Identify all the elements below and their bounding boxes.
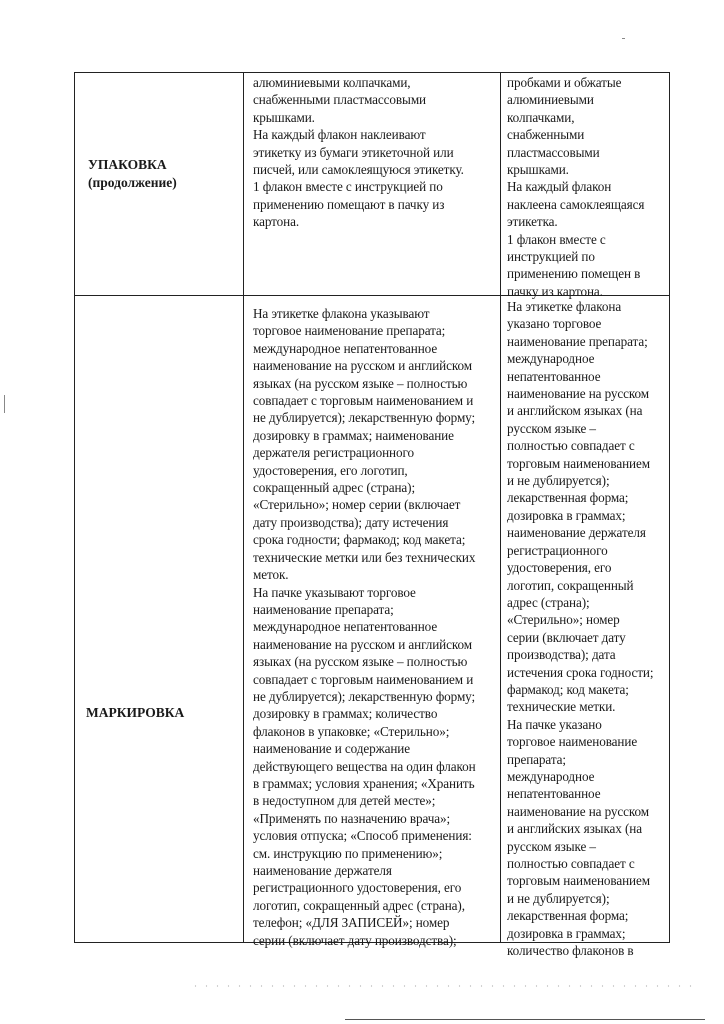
- text-line: флаконов в упаковке; «Стерильно»;: [253, 723, 450, 739]
- text-line: непатентованное: [507, 368, 601, 384]
- text-line: 1 флакон вместе с инструкцией по: [253, 179, 443, 195]
- text-line: телефон; «ДЛЯ ЗАПИСЕЙ»; номер: [253, 915, 450, 931]
- text-line: наименование на русском и английском: [253, 636, 473, 652]
- text-line: серии (включает дату: [507, 629, 626, 645]
- text-line: совпадает с торговым наименованием и: [253, 671, 474, 687]
- text-line: снабженными пластмассовыми: [253, 92, 427, 108]
- text-line: указано торговое: [507, 316, 602, 332]
- footer-dotted-line: [190, 983, 700, 989]
- column-divider-2: [500, 72, 501, 943]
- text-line: наименование на русском: [507, 386, 650, 402]
- scan-mark: [622, 38, 625, 39]
- text-line: действующего вещества на один флакон: [253, 758, 476, 774]
- text-line: пачку из картона.: [507, 283, 603, 299]
- bottom-scan-line: [345, 1019, 705, 1020]
- text-line: языках (на русском языке – полностью: [253, 654, 468, 670]
- text-line: международное: [507, 351, 595, 367]
- text-line: удостоверения, его: [507, 560, 612, 576]
- text-line: дозировка в граммах;: [507, 925, 626, 941]
- text-line: На этикетке флакона: [507, 299, 622, 314]
- text-line: полностью совпадает с: [507, 438, 635, 454]
- text-line: держателя регистрационного: [253, 445, 414, 461]
- text-line: картона.: [253, 214, 300, 230]
- text-line: меток.: [253, 567, 289, 583]
- text-line: препарата;: [507, 751, 566, 767]
- text-line: технические метки.: [507, 699, 616, 715]
- text-line: наклеена самоклеящаяся: [507, 196, 645, 212]
- text-line: см. инструкцию по применению»;: [253, 845, 443, 861]
- text-line: 1 флакон вместе с: [507, 231, 606, 247]
- text-line: наименование держателя: [507, 525, 646, 541]
- text-line: серии (включает дату производства);: [253, 932, 457, 948]
- text-line: языках (на русском языке – полностью: [253, 375, 468, 391]
- table-top-border: [74, 72, 670, 73]
- text-line: писчей, или самоклеящуюся этикетку.: [253, 162, 464, 178]
- column-divider-1: [243, 72, 244, 943]
- text-line: русском языке –: [507, 420, 596, 436]
- text-line: пластмассовыми: [507, 144, 600, 160]
- text-line: сокращенный адрес (страна);: [253, 480, 416, 496]
- text-line: международное: [507, 768, 595, 784]
- marking-title: МАРКИРОВКА: [86, 705, 185, 720]
- table-left-border: [74, 72, 75, 943]
- text-line: применению помещают в пачку из: [253, 196, 445, 212]
- packaging-label: [88, 156, 177, 192]
- marking-column-b: [507, 298, 667, 959]
- text-line: условия отпуска; «Способ применения:: [253, 828, 472, 844]
- text-line: наименование и содержание: [253, 741, 410, 757]
- text-line: торговым наименованием: [507, 873, 651, 889]
- text-line: этикетку из бумаги этикеточной или: [253, 144, 454, 160]
- text-line: в недоступном для детей месте»;: [253, 793, 436, 809]
- text-line: снабженными: [507, 127, 585, 143]
- marking-label: [86, 704, 184, 722]
- text-line: дату производства); дату истечения: [253, 514, 449, 530]
- scan-mark: [4, 395, 5, 413]
- text-line: наименование на русском и английском: [253, 358, 473, 374]
- text-line: наименование держателя: [253, 863, 392, 878]
- text-line: и не дублируется);: [507, 473, 610, 489]
- text-line: адрес (страна);: [507, 594, 590, 610]
- packaging-subtitle: (продолжение): [88, 175, 177, 190]
- text-line: крышками.: [253, 109, 315, 125]
- text-line: наименование препарата;: [253, 601, 394, 617]
- text-line: удостоверения, его логотип,: [253, 462, 408, 478]
- text-line: срока годности; фармакод; код макета;: [253, 532, 466, 548]
- text-line: и английских языках (на: [507, 821, 642, 837]
- text-line: логотип, сокращенный адрес (страна),: [253, 897, 465, 913]
- text-line: На пачке указывают торговое: [253, 584, 416, 600]
- text-line: алюминиевыми: [507, 92, 594, 108]
- text-line: колпачками,: [507, 109, 575, 125]
- text-line: На каждый флакон наклеивают: [253, 127, 426, 143]
- packaging-column-b: [507, 74, 667, 300]
- text-line: инструкцией по: [507, 249, 595, 265]
- text-line: совпадает с торговым наименованием и: [253, 393, 474, 409]
- text-line: не дублируется); лекарственную форму;: [253, 410, 476, 426]
- text-line: лекарственная форма;: [507, 490, 629, 506]
- text-line: в граммах; условия хранения; «Хранить: [253, 775, 475, 791]
- text-line: торговое наименование препарата;: [253, 323, 446, 339]
- text-line: международное непатентованное: [253, 619, 438, 635]
- text-line: алюминиевыми колпачками,: [253, 75, 411, 90]
- packaging-title: УПАКОВКА: [88, 157, 167, 172]
- text-line: На каждый флакон: [507, 179, 612, 195]
- text-line: международное непатентованное: [253, 340, 438, 356]
- text-line: производства); дата: [507, 647, 616, 663]
- text-line: и английском языках (на: [507, 403, 643, 419]
- text-line: фармакод; код макета;: [507, 681, 629, 697]
- text-line: применению помещен в: [507, 266, 641, 282]
- text-line: полностью совпадает с: [507, 856, 635, 871]
- text-line: торговым наименованием: [507, 455, 651, 471]
- marking-column-a: [253, 305, 498, 949]
- text-line: пробками и обжатые: [507, 75, 622, 90]
- text-line: крышками.: [507, 162, 569, 178]
- text-line: русском языке –: [507, 838, 596, 854]
- text-line: непатентованное: [507, 786, 601, 802]
- text-line: «Применять по назначению врача»;: [253, 810, 451, 826]
- text-line: не дублируется); лекарственную форму;: [253, 688, 476, 704]
- text-line: регистрационного: [507, 542, 608, 558]
- text-line: регистрационного удостоверения, его: [253, 880, 462, 896]
- text-line: «Стерильно»; номер серии (включает: [253, 497, 461, 513]
- text-line: лекарственная форма;: [507, 908, 629, 924]
- table-right-border: [669, 72, 670, 943]
- text-line: истечения срока годности;: [507, 664, 654, 680]
- text-line: «Стерильно»; номер: [507, 612, 620, 628]
- text-line: количество флаконов в: [507, 943, 634, 959]
- text-line: дозировку в граммах; количество: [253, 706, 438, 722]
- text-line: логотип, сокращенный: [507, 577, 634, 593]
- text-line: этикетка.: [507, 214, 558, 230]
- text-line: технические метки или без технических: [253, 549, 476, 565]
- text-line: дозировку в граммах; наименование: [253, 427, 454, 443]
- text-line: На этикетке флакона указывают: [253, 306, 430, 321]
- text-line: наименование на русском: [507, 803, 650, 819]
- text-line: дозировка в граммах;: [507, 507, 626, 523]
- text-line: На пачке указано: [507, 716, 602, 732]
- packaging-column-a: [253, 74, 498, 231]
- text-line: торговое наименование: [507, 734, 638, 750]
- text-line: и не дублируется);: [507, 890, 610, 906]
- text-line: наименование препарата;: [507, 333, 648, 349]
